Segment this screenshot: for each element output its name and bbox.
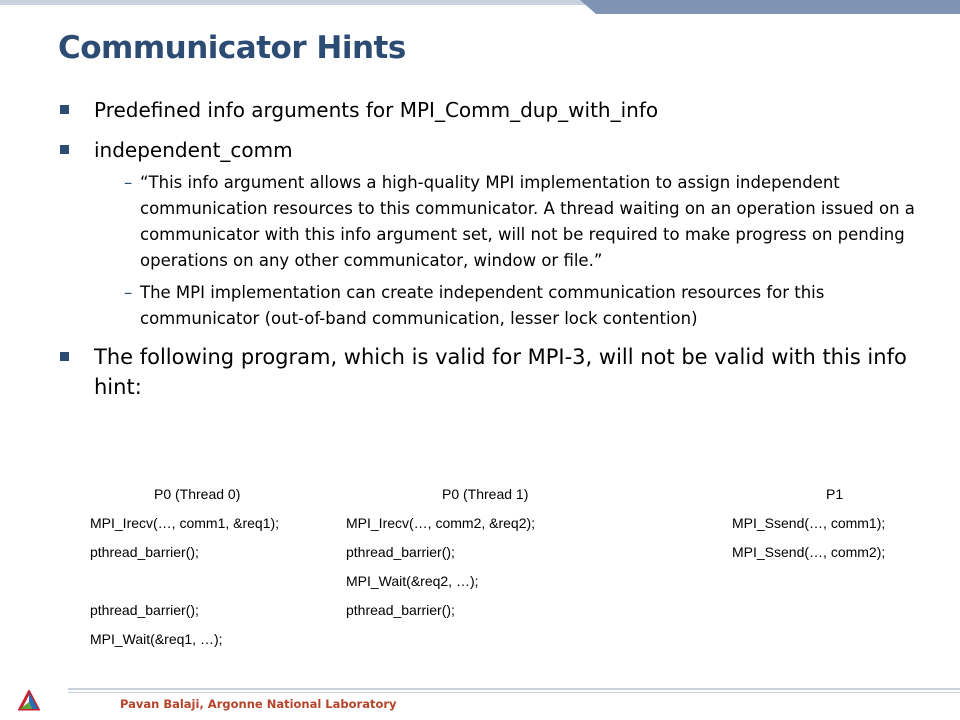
- square-bullet-icon: [60, 352, 69, 361]
- code-cell: MPI_Wait(&req2, …);: [346, 573, 479, 589]
- code-row: [90, 631, 930, 660]
- top-decoration-bar: [0, 0, 960, 16]
- code-row: [90, 515, 930, 544]
- code-cell: MPI_Ssend(…, comm2);: [732, 544, 886, 560]
- sub-bullet-text: “This info argument allows a high-quality MPI implementation to assign independent communication resources to this communicator. A thread waiting on an operation issued on a communicator with this info argument set, will not be required to make progress on pending operations on any other communicator, window or file.”: [140, 173, 915, 270]
- top-band-light: [0, 0, 600, 5]
- code-header-row: [90, 486, 930, 515]
- bullet-text: Predefined info arguments for MPI_Comm_dup_with_info: [94, 98, 659, 122]
- code-row: [90, 544, 930, 573]
- footer-divider: [68, 688, 960, 694]
- code-cell: MPI_Irecv(…, comm1, &req1);: [90, 515, 280, 531]
- top-band-dark: [580, 0, 960, 14]
- bullet-item: [58, 342, 938, 402]
- footer-author: Pavan Balaji, Argonne National Laboratory: [120, 697, 397, 711]
- column-header: P1: [826, 486, 844, 502]
- code-row: [90, 573, 930, 602]
- bullet-text: independent_comm: [94, 138, 293, 162]
- code-cell: pthread_barrier();: [346, 544, 455, 560]
- bullet-text: The following program, which is valid for MPI-3, will not be valid with this info hint:: [94, 345, 907, 399]
- bullet-list: [58, 96, 938, 402]
- code-cell: pthread_barrier();: [346, 602, 455, 618]
- bullet-item: [58, 96, 938, 124]
- argonne-logo-icon: [18, 690, 40, 712]
- slide-title: Communicator Hints: [58, 30, 406, 66]
- code-cell: MPI_Ssend(…, comm1);: [732, 515, 886, 531]
- column-header: P0 (Thread 1): [442, 486, 529, 502]
- column-header: P0 (Thread 0): [154, 486, 241, 502]
- dash-bullet-icon: –: [124, 173, 133, 192]
- sub-bullet-item: [58, 170, 938, 274]
- code-cell: MPI_Irecv(…, comm2, &req2);: [346, 515, 536, 531]
- sub-bullet-item: [58, 280, 938, 332]
- code-cell: MPI_Wait(&req1, …);: [90, 631, 223, 647]
- code-row: [90, 602, 930, 631]
- code-cell: pthread_barrier();: [90, 544, 199, 560]
- bullet-item: [58, 136, 938, 164]
- code-cell: pthread_barrier();: [90, 602, 199, 618]
- square-bullet-icon: [60, 105, 69, 114]
- code-table: [90, 486, 930, 660]
- dash-bullet-icon: –: [124, 283, 133, 302]
- sub-bullet-text: The MPI implementation can create independent communication resources for this communicator (out-of-band communication, lesser lock contention): [140, 283, 825, 328]
- square-bullet-icon: [60, 145, 69, 154]
